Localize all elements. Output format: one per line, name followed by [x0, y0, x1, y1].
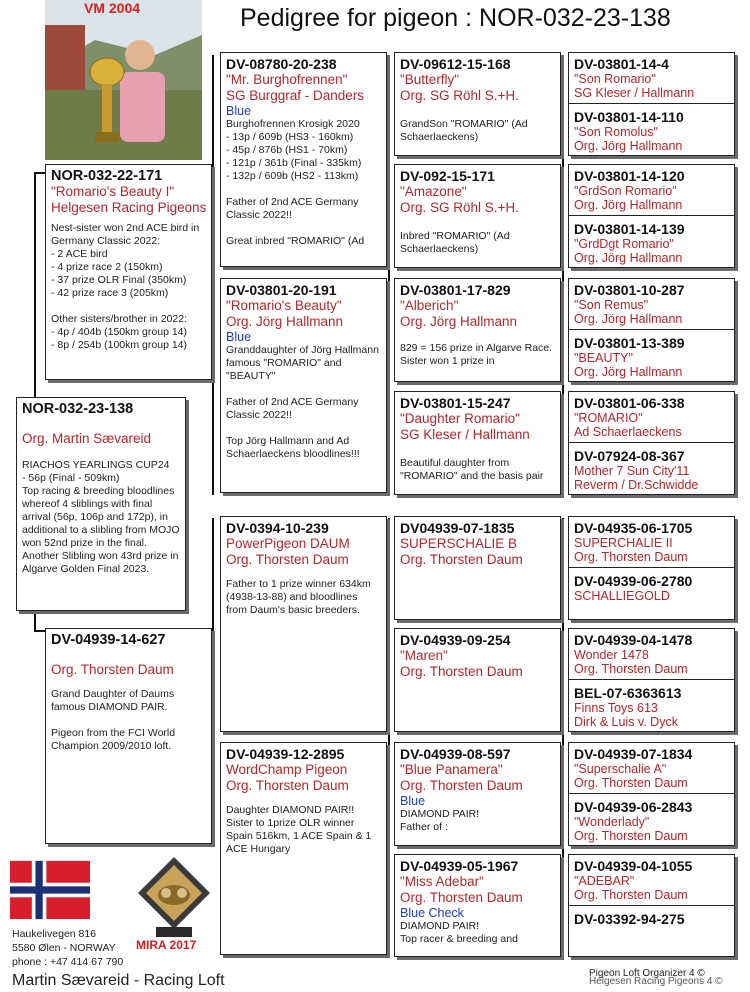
g5-ring: DV-04935-06-1705 [574, 520, 693, 536]
ggp-name: "Miss Adebar" [400, 874, 484, 889]
address-line: 5580 Ølen - NORWAY [12, 942, 116, 954]
photo-illustration [45, 0, 202, 160]
ggp-name: "Maren" [400, 648, 448, 663]
g5-name: "GrdDgt Romario" [574, 237, 674, 251]
ggp-color: Blue [400, 794, 426, 808]
ggp-card[interactable] [394, 628, 561, 732]
ggp-name: "Alberich" [400, 298, 459, 313]
ggp-card[interactable] [394, 391, 561, 495]
footer-owner: Martin Sævareid - Racing Loft [12, 972, 225, 989]
g5-ring: DV-03801-13-389 [574, 335, 685, 351]
g5-name: SUPERCHALIE II [574, 536, 673, 550]
g5-name: Wonder 1478 [574, 648, 649, 662]
g5-ring: DV-03801-10-287 [574, 282, 685, 298]
g5-owner: Org. Jörg Hallmann [574, 251, 683, 265]
connector-line [562, 518, 564, 948]
g5-name: "GrdSon Romario" [574, 184, 677, 198]
gp-text: Granddaughter of Jörg Hallmann famous "ROMARIO" and "BEAUTY" Father of 2nd ACE Germany Classic 2022!! Top Jörg Hallmann and Ad Schaerlaeckens bloodlines!!! [226, 344, 379, 460]
footer-software: Pigeon Loft Organizer 4 © [589, 968, 705, 979]
gp-owner: SG Burggraf - Danders [226, 88, 365, 103]
ggp-owner: Org. Thorsten Daum [400, 890, 523, 905]
connector-line [388, 518, 390, 948]
photo-caption: VM 2004 [84, 0, 141, 16]
main-text: RIACHOS YEARLINGS CUP24 - 56p (Final - 509km) Top racing & breeding bloodlines whereof 4 sliblings with final arrival (56p, 106p and 172p), in additional to a slibling from MOJO won 52nd prize in the final. Another Slibling won 43rd prize in Algarve Golden Final 2023. [22, 459, 180, 575]
g5-ring: DV-03801-14-120 [574, 168, 685, 184]
g5-owner: Org. Thorsten Daum [574, 550, 688, 564]
ggp-text: DIAMOND PAIR! Top racer & breeding and [400, 920, 518, 945]
g5-pair-card[interactable] [568, 391, 735, 495]
g5-owner: Reverm / Dr.Schwidde [574, 478, 699, 492]
g5-name: "ADEBAR" [574, 874, 635, 888]
g5-name: Finns Toys 613 [574, 701, 658, 715]
footer-software-shadow: Helgesen Racing Pigeons 4 © [589, 976, 723, 987]
ggp-ring: DV-04939-08-597 [400, 746, 511, 762]
ggp-owner: Org. Jörg Hallmann [400, 314, 518, 329]
ggp-name: "Amazone" [400, 184, 467, 199]
dam-ring: DV-04939-14-627 [51, 632, 166, 648]
dam-owner: Org. Thorsten Daum [51, 662, 174, 677]
divider [569, 679, 734, 680]
g5-owner: Org. Jörg Hallmann [574, 312, 683, 326]
g5-ring: DV-03392-94-275 [574, 911, 685, 927]
gp-name: "Romario's Beauty" [226, 298, 342, 313]
g5-owner: Org. Thorsten Daum [574, 829, 688, 843]
g5-ring: DV-03801-14-110 [574, 109, 684, 125]
g5-ring: DV-03801-14-4 [574, 56, 669, 72]
gp-ring: DV-0394-10-239 [226, 520, 329, 536]
address-line: phone : +47 414 67 790 [12, 956, 124, 968]
gp-ring: DV-08780-20-238 [226, 56, 337, 72]
g5-pair-card[interactable] [568, 854, 735, 957]
divider [569, 567, 734, 568]
ggp-owner: Org. Thorsten Daum [400, 778, 523, 793]
grandparent-card-sire-dam[interactable] [220, 278, 387, 493]
gp-owner: Org. Thorsten Daum [226, 552, 349, 567]
ggp-text: 829 = 156 prize in Algarve Race. Sister won 1 prize in [400, 342, 553, 367]
ggp-card[interactable] [394, 52, 561, 156]
norway-flag-icon [10, 859, 90, 921]
ggp-name: SUPERSCHALIE B [400, 536, 518, 551]
divider [569, 329, 734, 330]
g5-owner: Org. Thorsten Daum [574, 888, 688, 902]
dam-card[interactable] [45, 628, 212, 844]
gp-text: Burghofrennen Krosigk 2020 - 13p / 609b (HS3 - 160km) - 45p / 876b (HS1 - 70km) - 121p / 361b (Final - 335km) - 132p / 609b (HS2 - 113km) Father of 2nd ACE Germany Classic 2022!! Great inbred "ROMARIO" (Ad [226, 118, 365, 247]
ggp-text: DIAMOND PAIR! Father of : [400, 808, 480, 833]
ggp-color: Blue Check [400, 906, 464, 920]
gp-color: Blue [226, 104, 252, 118]
g5-owner: SG Kleser / Hallmann [574, 86, 695, 100]
g5-ring: DV-03801-14-139 [574, 221, 685, 237]
divider [569, 442, 734, 443]
main-owner: Org. Martin Sævareid [22, 431, 152, 446]
connector-line [212, 55, 214, 495]
ggp-card[interactable] [394, 278, 561, 382]
ggp-card[interactable] [394, 854, 561, 957]
sire-name: "Romario's Beauty I" [51, 184, 175, 199]
g5-ring: DV-04939-07-1834 [574, 746, 693, 762]
connector-line [388, 55, 390, 495]
g5-pair-card[interactable] [568, 52, 735, 156]
g5-owner: Org. Jörg Hallmann [574, 139, 683, 153]
divider [569, 215, 734, 216]
gp-name: "Mr. Burghofrennen" [226, 72, 348, 87]
gp-color: Blue [226, 330, 252, 344]
ggp-card[interactable] [394, 742, 561, 846]
grandparent-card-dam-sire[interactable] [220, 516, 387, 732]
grandparent-card-sire-sire[interactable] [220, 52, 387, 267]
ggp-text: Beautiful daughter from "ROMARIO" and the basis pair [400, 457, 544, 482]
g5-name: "Son Romolus" [574, 125, 658, 139]
sire-card[interactable] [45, 164, 212, 380]
gp-ring: DV-04939-12-2895 [226, 746, 345, 762]
connector-line [212, 518, 214, 803]
g5-ring: DV-04939-04-1055 [574, 858, 693, 874]
sire-text: Nest-sister won 2nd ACE bird in Germany Classic 2022: - 2 ACE bird - 4 prize race 2 (150km) - 37 prize OLR Final (350km) - 42 prize race 3 (205km) Other sisters/brother in 2022: - 4p / 404b (150km group 14) - 8p / 254b (100km group 14) [51, 222, 200, 351]
ggp-text: Inbred "ROMARIO" (Ad Schaerlaeckens) [400, 230, 510, 255]
ggp-owner: Org. Thorsten Daum [400, 552, 523, 567]
ggp-owner: SG Kleser / Hallmann [400, 427, 530, 442]
ggp-text: GrandSon "ROMARIO" (Ad Schaerlaeckens) [400, 118, 528, 143]
g5-name: "Son Romario" [574, 72, 656, 86]
g5-name: SCHALLIEGOLD [574, 589, 670, 603]
divider [569, 103, 734, 104]
gp-owner: Org. Jörg Hallmann [226, 314, 344, 329]
g5-pair-card[interactable] [568, 742, 735, 846]
g5-ring: DV-04939-06-2843 [574, 799, 693, 815]
g5-owner: Org. Thorsten Daum [574, 776, 688, 790]
g5-name: "BEAUTY" [574, 351, 633, 365]
ggp-ring: DV-09612-15-168 [400, 56, 511, 72]
address-line: Haukelivegen 816 [12, 928, 97, 940]
ggp-card[interactable] [394, 516, 561, 620]
ggp-owner: Org. SG Röhl S.+H. [400, 200, 519, 215]
g5-ring: BEL-07-6363613 [574, 685, 682, 701]
g5-owner: Org. Thorsten Daum [574, 662, 688, 676]
g5-owner: Ad Schaerlaeckens [574, 425, 682, 439]
g5-ring: DV-04939-06-2780 [574, 573, 693, 589]
g5-name: "Wonderlady" [574, 815, 650, 829]
divider [569, 905, 734, 906]
gp-text: Daughter DIAMOND PAIR!! Sister to 1prize OLR winner Spain 516km, 1 ACE Spain & 1 ACE Hungary [226, 804, 372, 855]
divider [569, 793, 734, 794]
g5-pair-card[interactable] [568, 516, 735, 620]
gp-ring: DV-03801-20-191 [226, 282, 337, 298]
connector-line [562, 55, 564, 495]
ggp-ring: DV-04939-05-1967 [400, 858, 519, 874]
gp-name: WordChamp Pigeon [226, 762, 348, 777]
g5-name: Mother 7 Sun City'11 [574, 464, 690, 478]
ggp-owner: Org. Thorsten Daum [400, 664, 523, 679]
g5-pair-card[interactable] [568, 278, 735, 382]
ggp-ring: DV-092-15-171 [400, 168, 495, 184]
ggp-ring: DV04939-07-1835 [400, 520, 515, 536]
g5-name: "ROMARIO" [574, 411, 643, 425]
sire-owner: Helgesen Racing Pigeons [51, 200, 207, 215]
ggp-ring: DV-03801-17-829 [400, 282, 511, 298]
gp-text: Father to 1 prize winner 634km (4938-13-88) and bloodlines from Daum's basic breeders. [226, 578, 371, 616]
ggp-ring: DV-03801-15-247 [400, 395, 511, 411]
g5-pair-card[interactable] [568, 628, 735, 732]
main-ring: NOR-032-23-138 [22, 401, 134, 417]
main-pigeon-card[interactable] [16, 397, 186, 611]
gp-owner: Org. Thorsten Daum [226, 778, 349, 793]
g5-owner: Org. Jörg Hallmann [574, 198, 683, 212]
g5-name: "Son Remus" [574, 298, 649, 312]
g5-owner: Org. Jörg Hallmann [574, 365, 683, 379]
grandparent-card-dam-dam[interactable] [220, 742, 387, 955]
ggp-card[interactable] [394, 164, 561, 268]
g5-ring: DV-03801-06-338 [574, 395, 685, 411]
page-title: Pedigree for pigeon : NOR-032-23-138 [240, 4, 671, 32]
g5-owner: Dirk & Luis v. Dyck [574, 715, 678, 729]
g5-pair-card[interactable] [568, 164, 735, 268]
ggp-owner: Org. SG Röhl S.+H. [400, 88, 519, 103]
g5-ring: DV-04939-04-1478 [574, 632, 693, 648]
g5-name: "Superschalie A" [574, 762, 667, 776]
ggp-ring: DV-04939-09-254 [400, 632, 511, 648]
ggp-name: "Butterfly" [400, 72, 460, 87]
trophy-icon [136, 855, 212, 951]
sire-ring: NOR-032-22-171 [51, 168, 163, 184]
owner-photo [45, 0, 202, 160]
ggp-name: "Daughter Romario" [400, 411, 520, 426]
dam-text: Grand Daughter of Daums famous DIAMOND PAIR. Pigeon from the FCI World Champion 2009/2010 loft. [51, 688, 176, 752]
gp-name: PowerPigeon DAUM [226, 536, 350, 551]
ggp-name: "Blue Panamera" [400, 762, 503, 777]
award-label: MIRA 2017 [136, 938, 197, 952]
g5-ring: DV-07924-08-367 [574, 448, 685, 464]
